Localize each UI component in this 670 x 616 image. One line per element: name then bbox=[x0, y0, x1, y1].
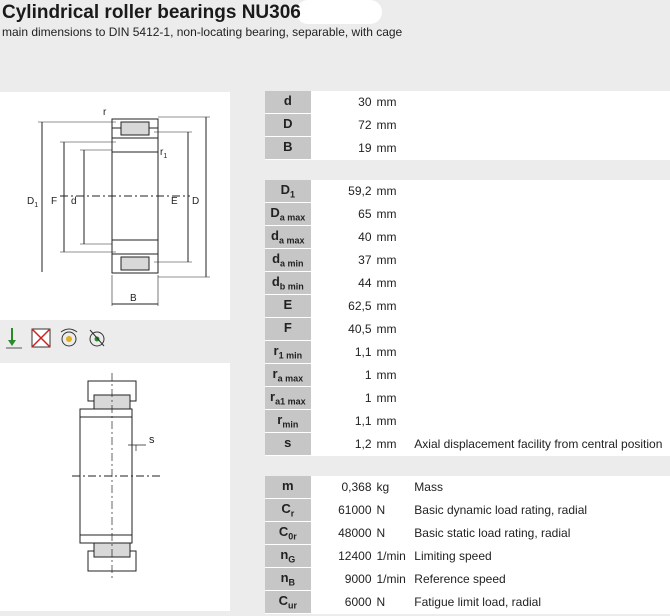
spec-value: 1 bbox=[311, 364, 375, 387]
symbol-subscript: min bbox=[282, 419, 299, 430]
symbol-subscript: B bbox=[288, 577, 296, 588]
page-title: Cylindrical roller bearings NU306 bbox=[2, 2, 301, 23]
spec-row bbox=[265, 410, 670, 433]
symbol-letter: r bbox=[270, 389, 276, 405]
spec-unit: mm bbox=[375, 226, 412, 249]
spec-value: 40 bbox=[311, 226, 375, 249]
spec-unit: mm bbox=[375, 410, 412, 433]
label-s: s bbox=[149, 434, 155, 446]
symbol-subscript: 0r bbox=[288, 531, 297, 542]
symbol-letter: r bbox=[273, 343, 279, 359]
symbol-letter: D bbox=[283, 116, 293, 132]
spec-symbol bbox=[265, 591, 311, 614]
spec-unit: mm bbox=[375, 318, 412, 341]
feature-icons bbox=[4, 326, 108, 352]
spec-symbol bbox=[265, 499, 311, 522]
spec-description bbox=[411, 295, 670, 318]
spec-description bbox=[411, 387, 670, 410]
spec-unit: N bbox=[375, 591, 412, 614]
spec-symbol bbox=[265, 364, 311, 387]
spec-description bbox=[411, 318, 670, 341]
spec-value: 40,5 bbox=[311, 318, 375, 341]
axial-displacement-drawing bbox=[0, 363, 230, 611]
spec-row bbox=[265, 249, 670, 272]
spec-symbol bbox=[265, 295, 311, 318]
spec-value: 59,2 bbox=[311, 180, 375, 203]
symbol-subscript: b min bbox=[279, 281, 304, 292]
spec-unit: mm bbox=[375, 387, 412, 410]
spec-value: 12400 bbox=[311, 545, 375, 568]
spec-value: 61000 bbox=[311, 499, 375, 522]
label-E: E bbox=[171, 196, 178, 207]
spec-unit: mm bbox=[375, 137, 412, 160]
symbol-letter: C bbox=[281, 501, 291, 517]
lubrication-icon bbox=[86, 326, 108, 352]
spec-description: Mass bbox=[411, 476, 670, 499]
crossed-bearing-icon bbox=[30, 326, 52, 352]
spec-value: 19 bbox=[311, 137, 375, 160]
label-F: F bbox=[51, 196, 58, 207]
symbol-letter: E bbox=[283, 297, 293, 313]
spec-row bbox=[265, 91, 670, 114]
spec-symbol bbox=[265, 341, 311, 364]
symbol-letter: n bbox=[280, 547, 289, 563]
spec-symbol bbox=[265, 137, 311, 160]
symbol-letter: D bbox=[270, 205, 280, 221]
spec-value: 62,5 bbox=[311, 295, 375, 318]
spec-row bbox=[265, 591, 670, 614]
label-D: D bbox=[192, 196, 200, 207]
label-D1: $D_1$ bbox=[27, 196, 39, 209]
spec-symbol bbox=[265, 203, 311, 226]
symbol-letter: r bbox=[277, 412, 283, 428]
symbol-letter: r bbox=[272, 366, 278, 382]
spec-description: Limiting speed bbox=[411, 545, 670, 568]
spec-unit: mm bbox=[375, 272, 412, 295]
spec-value: 6000 bbox=[311, 591, 375, 614]
symbol-letter: n bbox=[280, 570, 289, 586]
spec-description bbox=[411, 203, 670, 226]
symbol-letter: D bbox=[280, 182, 290, 198]
symbol-subscript: 1 min bbox=[278, 350, 303, 361]
spec-row bbox=[265, 568, 670, 591]
spec-unit: mm bbox=[375, 249, 412, 272]
spec-row bbox=[265, 341, 670, 364]
spec-unit: kg bbox=[375, 476, 412, 499]
symbol-subscript: a max bbox=[279, 235, 305, 246]
symbol-subscript: a1 max bbox=[275, 396, 306, 407]
bearing-cross-section-drawing bbox=[0, 92, 230, 320]
symbol-subscript: r bbox=[290, 508, 295, 519]
spec-description: Axial displacement facility from central position bbox=[411, 433, 670, 456]
spec-unit: mm bbox=[375, 295, 412, 318]
spec-description bbox=[411, 91, 670, 114]
spec-description bbox=[411, 364, 670, 387]
spec-symbol bbox=[265, 568, 311, 591]
label-r: r bbox=[103, 107, 107, 118]
spec-symbol bbox=[265, 180, 311, 203]
rotation-icon bbox=[58, 326, 80, 352]
spec-description bbox=[411, 137, 670, 160]
spec-row bbox=[265, 272, 670, 295]
spec-row bbox=[265, 137, 670, 160]
spec-description bbox=[411, 341, 670, 364]
symbol-subscript: 1 bbox=[289, 189, 295, 200]
symbol-letter: m bbox=[282, 478, 294, 494]
label-r1: $r_1$ bbox=[160, 147, 168, 160]
spec-unit: 1/min bbox=[375, 545, 412, 568]
spec-row bbox=[265, 476, 670, 499]
spec-description bbox=[411, 272, 670, 295]
group-spacer bbox=[265, 456, 670, 477]
spec-symbol bbox=[265, 318, 311, 341]
symbol-letter: d bbox=[283, 93, 292, 109]
spec-description bbox=[411, 114, 670, 137]
spec-description: Basic static load rating, radial bbox=[411, 522, 670, 545]
symbol-subscript: a max bbox=[279, 212, 306, 223]
spec-description bbox=[411, 249, 670, 272]
spec-unit: N bbox=[375, 522, 412, 545]
spec-row bbox=[265, 114, 670, 137]
symbol-subscript: ur bbox=[287, 600, 297, 611]
page-subtitle: main dimensions to DIN 5412-1, non-locating bearing, separable, with cage bbox=[2, 25, 403, 39]
symbol-subscript: a min bbox=[280, 258, 304, 269]
symbol-letter: d bbox=[271, 274, 280, 290]
spec-row bbox=[265, 433, 670, 456]
group-spacer bbox=[265, 160, 670, 181]
symbol-letter: d bbox=[271, 228, 279, 244]
spec-value: 37 bbox=[311, 249, 375, 272]
spec-symbol bbox=[265, 522, 311, 545]
spec-unit: mm bbox=[375, 180, 412, 203]
spec-unit: mm bbox=[375, 114, 412, 137]
label-d: d bbox=[71, 196, 77, 207]
spec-symbol bbox=[265, 91, 311, 114]
spec-symbol bbox=[265, 433, 311, 456]
spec-symbol bbox=[265, 226, 311, 249]
symbol-subscript: G bbox=[288, 554, 296, 565]
specs-table bbox=[265, 91, 670, 614]
spec-row bbox=[265, 203, 670, 226]
spec-value: 1 bbox=[311, 387, 375, 410]
spec-row bbox=[265, 499, 670, 522]
spec-symbol bbox=[265, 476, 311, 499]
spec-value: 1,2 bbox=[311, 433, 375, 456]
symbol-letter: C bbox=[278, 524, 289, 540]
spec-row bbox=[265, 387, 670, 410]
spec-row bbox=[265, 180, 670, 203]
spec-unit: mm bbox=[375, 203, 412, 226]
spec-description bbox=[411, 410, 670, 433]
spec-symbol bbox=[265, 387, 311, 410]
spec-value: 0,368 bbox=[311, 476, 375, 499]
spec-description: Reference speed bbox=[411, 568, 670, 591]
spec-unit: mm bbox=[375, 91, 412, 114]
spec-unit: mm bbox=[375, 341, 412, 364]
spec-unit: mm bbox=[375, 433, 412, 456]
symbol-letter: F bbox=[283, 320, 292, 336]
spec-description: Basic dynamic load rating, radial bbox=[411, 499, 670, 522]
spec-symbol bbox=[265, 249, 311, 272]
spec-unit: N bbox=[375, 499, 412, 522]
spec-value: 48000 bbox=[311, 522, 375, 545]
spec-row bbox=[265, 545, 670, 568]
spec-unit: 1/min bbox=[375, 568, 412, 591]
spec-value: 1,1 bbox=[311, 410, 375, 433]
spec-row bbox=[265, 318, 670, 341]
symbol-subscript: a max bbox=[277, 373, 304, 384]
spec-symbol bbox=[265, 410, 311, 433]
spec-symbol bbox=[265, 545, 311, 568]
spec-value: 9000 bbox=[311, 568, 375, 591]
spec-value: 44 bbox=[311, 272, 375, 295]
spec-row bbox=[265, 226, 670, 249]
spec-row bbox=[265, 295, 670, 318]
spec-description: Fatigue limit load, radial bbox=[411, 591, 670, 614]
spec-description bbox=[411, 180, 670, 203]
spec-unit: mm bbox=[375, 364, 412, 387]
symbol-letter: B bbox=[283, 139, 293, 155]
spec-description bbox=[411, 226, 670, 249]
spec-value: 30 bbox=[311, 91, 375, 114]
symbol-letter: s bbox=[284, 435, 292, 451]
spec-value: 72 bbox=[311, 114, 375, 137]
redaction-blob bbox=[296, 0, 382, 24]
spec-symbol bbox=[265, 272, 311, 295]
symbol-letter: C bbox=[278, 593, 288, 609]
spec-value: 1,1 bbox=[311, 341, 375, 364]
symbol-letter: d bbox=[272, 251, 281, 267]
label-B: B bbox=[130, 293, 137, 304]
spec-row bbox=[265, 364, 670, 387]
spec-value: 65 bbox=[311, 203, 375, 226]
radial-load-icon bbox=[4, 326, 24, 352]
spec-symbol bbox=[265, 114, 311, 137]
spec-row bbox=[265, 522, 670, 545]
